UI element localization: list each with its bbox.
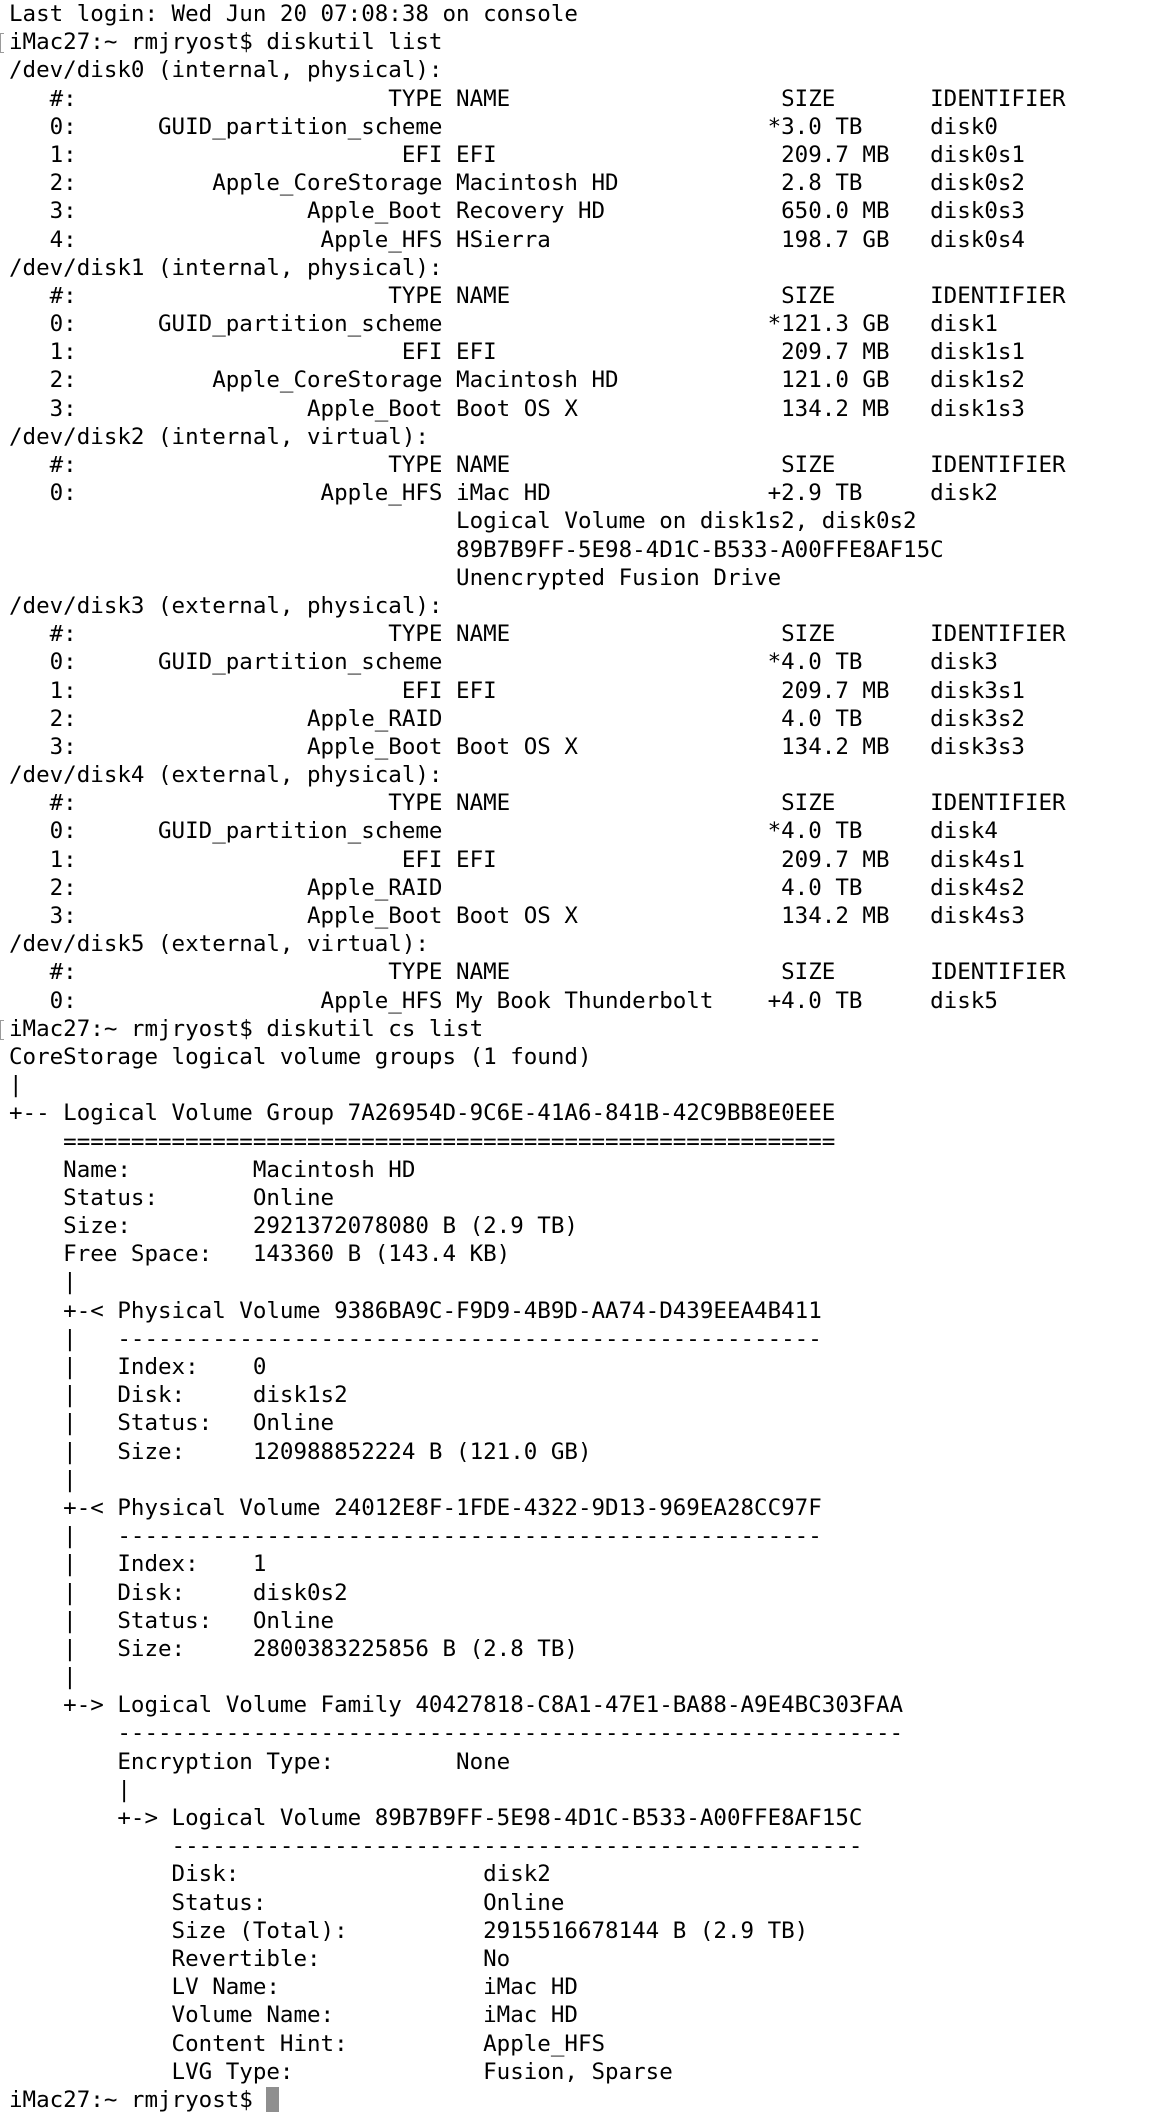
terminal-line: Free Space: 143360 B (143.4 KB): [9, 1241, 511, 1268]
terminal-line: 2: Apple_RAID 4.0 TB disk3s2: [9, 705, 1025, 732]
terminal-line: [0, 1015, 1162, 1043]
terminal-line: Size: 2921372078080 B (2.9 TB): [9, 1213, 578, 1240]
terminal-line: LV Name: iMac HD: [9, 1974, 578, 2001]
terminal-line: #: TYPE NAME SIZE IDENTIFIER: [9, 790, 1066, 817]
terminal-line: 3: Apple_Boot Boot OS X 134.2 MB disk4s3: [9, 903, 1025, 929]
terminal-line: ---------------------------------------------------: [9, 1833, 863, 1860]
terminal-line: | Disk: disk1s2: [9, 1382, 348, 1409]
terminal-line: /dev/disk5 (external, virtual):: [9, 931, 429, 958]
terminal-line: /dev/disk3 (external, physical):: [9, 592, 443, 619]
terminal-line: Status: Online: [9, 1889, 565, 1916]
terminal-line: 89B7B9FF-5E98-4D1C-B533-A00FFE8AF15C: [9, 536, 944, 563]
terminal-line: 3: Apple_Boot Recovery HD 650.0 MB disk0s3: [9, 198, 1025, 225]
terminal-line: 1: EFI EFI 209.7 MB disk1s1: [9, 339, 1025, 366]
terminal-line: | Disk: disk0s2: [9, 1579, 348, 1606]
terminal-line: Content Hint: Apple_HFS: [9, 2030, 606, 2057]
shell-prompt: iMac27:~ rmjryost$: [9, 2086, 267, 2113]
terminal-line: /dev/disk1 (internal, physical):: [9, 254, 443, 281]
terminal-line: 0: GUID_partition_scheme *4.0 TB disk3: [9, 649, 998, 676]
terminal-line: +-> Logical Volume 89B7B9FF-5E98-4D1C-B533-A00FFE8AF15C: [9, 1805, 863, 1831]
terminal-line: | ----------------------------------------------------: [9, 1325, 822, 1352]
terminal-line: 2: Apple_RAID 4.0 TB disk4s2: [9, 874, 1025, 901]
terminal-line: Size (Total): 2915516678144 B (2.9 TB): [9, 1917, 809, 1944]
terminal-line: =========================================================: [9, 1128, 836, 1155]
terminal-line: [0, 28, 1162, 56]
terminal-line: /dev/disk4 (external, physical):: [9, 762, 443, 789]
terminal-line: | Size: 2800383225856 B (2.8 TB): [9, 1635, 578, 1662]
terminal-line: 0: Apple_HFS iMac HD +2.9 TB disk2: [9, 480, 998, 507]
terminal-line: |: [9, 1664, 77, 1691]
command-text: iMac27:~ rmjryost$ diskutil list: [9, 29, 443, 56]
terminal-line: 2: Apple_CoreStorage Macintosh HD 121.0 GB disk1s2: [9, 367, 1025, 394]
terminal-line: CoreStorage logical volume groups (1 found): [9, 1043, 592, 1070]
terminal-line: | Index: 0: [9, 1354, 267, 1380]
terminal-line: 0: GUID_partition_scheme *4.0 TB disk4: [9, 818, 998, 845]
terminal-line: /dev/disk0 (internal, physical):: [9, 57, 443, 84]
terminal-line: ----------------------------------------------------------: [9, 1720, 904, 1747]
cursor-icon: [266, 2087, 279, 2112]
terminal-line: 1: EFI EFI 209.7 MB disk3s1: [9, 677, 1025, 704]
terminal-line: 0: Apple_HFS My Book Thunderbolt +4.0 TB disk5: [9, 987, 998, 1014]
terminal-line: Volume Name: iMac HD: [9, 2002, 578, 2029]
terminal-line: 3: Apple_Boot Boot OS X 134.2 MB disk3s3: [9, 733, 1025, 760]
terminal-line: |: [9, 1072, 23, 1099]
terminal-line: Revertible: No: [9, 1945, 511, 1972]
command-text: iMac27:~ rmjryost$ diskutil cs list: [9, 1015, 484, 1042]
terminal-line: | ----------------------------------------------------: [9, 1523, 822, 1550]
terminal-line: /dev/disk2 (internal, virtual):: [9, 423, 429, 450]
terminal-line: LVG Type: Fusion, Sparse: [9, 2058, 673, 2085]
terminal-line: #: TYPE NAME SIZE IDENTIFIER: [9, 452, 1066, 478]
terminal-line: +-- Logical Volume Group 7A26954D-9C6E-41A6-841B-42C9BB8E0EEE: [9, 1100, 836, 1127]
terminal-line: Last login: Wed Jun 20 07:08:38 on console: [9, 1, 578, 27]
terminal-line: | Index: 1: [9, 1551, 267, 1578]
terminal-line: |: [9, 1776, 131, 1803]
terminal-line: #: TYPE NAME SIZE IDENTIFIER: [9, 621, 1066, 648]
terminal-line: Unencrypted Fusion Drive: [9, 564, 782, 591]
terminal-line: 1: EFI EFI 209.7 MB disk4s1: [9, 846, 1025, 873]
terminal-line: +-> Logical Volume Family 40427818-C8A1-47E1-BA88-A9E4BC303FAA: [9, 1692, 904, 1719]
terminal-line: | Status: Online: [9, 1607, 335, 1634]
terminal-line: 0: GUID_partition_scheme *121.3 GB disk1: [9, 311, 998, 338]
prompt-line[interactable]: [0, 2086, 1162, 2114]
terminal-line: Status: Online: [9, 1184, 335, 1211]
terminal-line: |: [9, 1269, 77, 1296]
terminal-line: 1: EFI EFI 209.7 MB disk0s1: [9, 141, 1025, 168]
prompt-mark-icon: [0, 1020, 4, 1040]
terminal-line: Name: Macintosh HD: [9, 1156, 416, 1183]
terminal-line: | Status: Online: [9, 1410, 335, 1437]
terminal-line: #: TYPE NAME SIZE IDENTIFIER: [9, 959, 1066, 986]
terminal-line: Encryption Type: None: [9, 1748, 511, 1775]
terminal-line: +-< Physical Volume 9386BA9C-F9D9-4B9D-AA74-D439EEA4B411: [9, 1297, 822, 1324]
terminal-line: |: [9, 1466, 77, 1493]
terminal-line: 3: Apple_Boot Boot OS X 134.2 MB disk1s3: [9, 395, 1025, 422]
terminal-line: #: TYPE NAME SIZE IDENTIFIER: [9, 85, 1066, 112]
terminal-line: 4: Apple_HFS HSierra 198.7 GB disk0s4: [9, 226, 1025, 253]
prompt-mark-icon: [0, 33, 4, 53]
terminal-line: Disk: disk2: [9, 1861, 551, 1888]
terminal-line: | Size: 120988852224 B (121.0 GB): [9, 1438, 592, 1465]
terminal-line: 0: GUID_partition_scheme *3.0 TB disk0: [9, 113, 998, 140]
terminal-line: 2: Apple_CoreStorage Macintosh HD 2.8 TB disk0s2: [9, 170, 1025, 197]
terminal-line: +-< Physical Volume 24012E8F-1FDE-4322-9D13-969EA28CC97F: [9, 1494, 822, 1521]
terminal-line: #: TYPE NAME SIZE IDENTIFIER: [9, 282, 1066, 309]
terminal-line: Logical Volume on disk1s2, disk0s2: [9, 508, 917, 535]
